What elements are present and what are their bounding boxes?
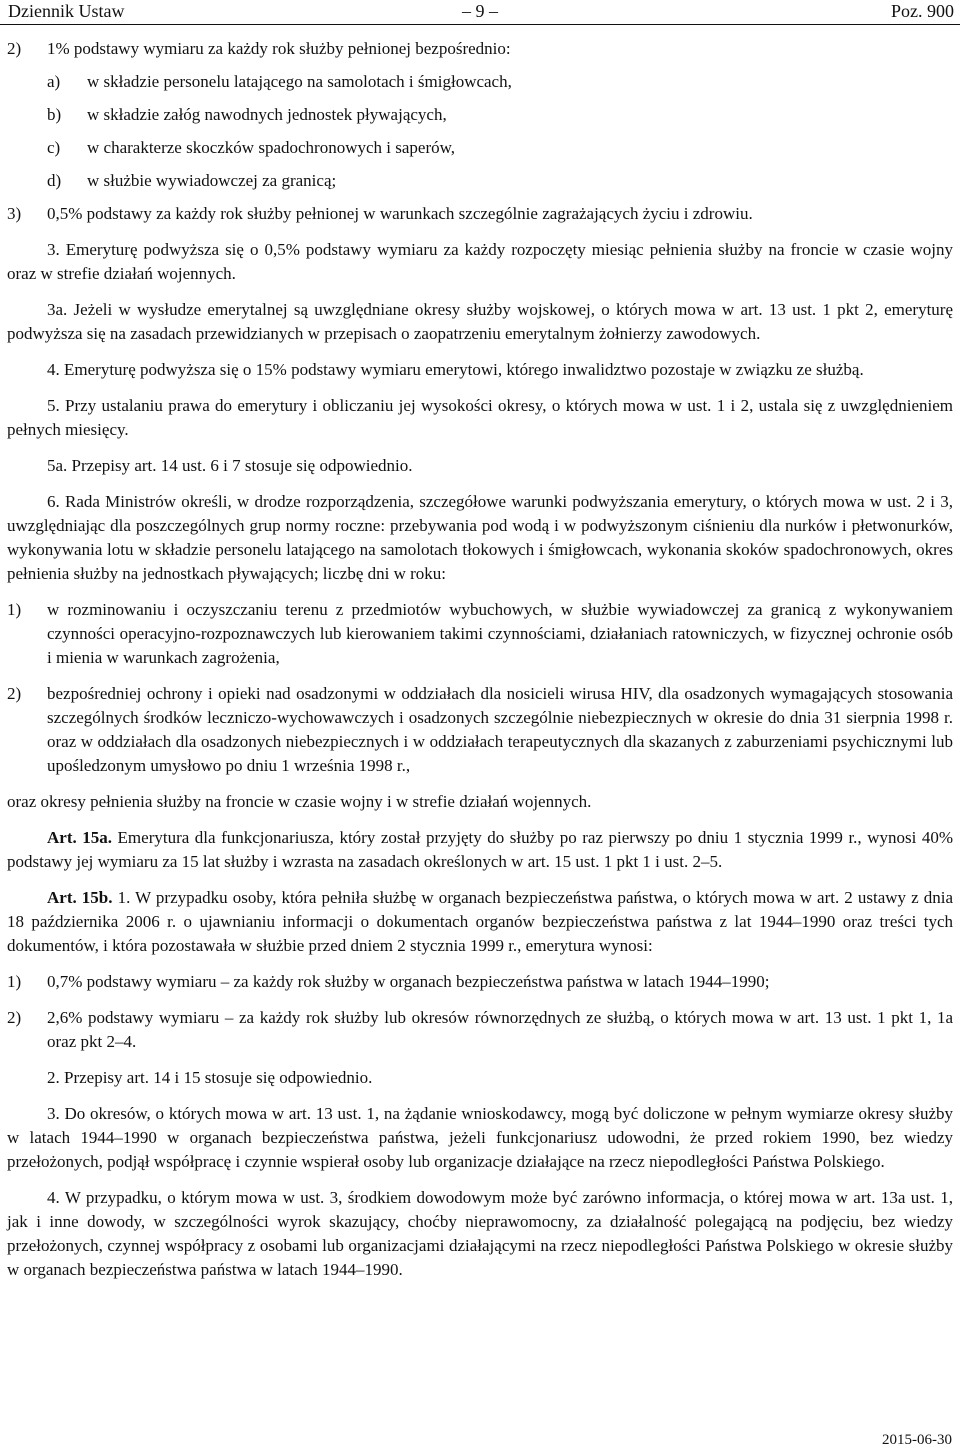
sub-item-text: w służbie wywiadowczej za granicą; — [87, 171, 337, 190]
list-item-text: bezpośredniej ochrony i opieki nad osadzonymi w oddziałach dla nosicieli wirusa HIV, dla osadzonych wymagających stosowania szczególnych środków leczniczo-wychowawczych i osadzonych szczególnie niebezpiecznych w okresie do dnia 31 sierpnia 1998 r. oraz w oddziałach dla osadzonych niebezpiecznych i w oddziałach terapeutycznych dla skazanych z zaburzeniami psychicznymi lub upośledzonym umysłowo po dniu 1 września 1998 r., — [47, 684, 953, 775]
paragraph-6-tail: oraz okresy pełnienia służby na froncie w czasie wojny i w strefie działań wojennych. — [7, 792, 592, 811]
list-item-number: 1) — [7, 972, 22, 991]
list-item-number: 2) — [7, 39, 22, 58]
page-header — [0, 0, 960, 22]
list-item-number: 2) — [7, 1008, 22, 1027]
article-15b-paragraph-4: 4. W przypadku, o którym mowa w ust. 3, środkiem dowodowym może być zarówno informacja, o której mowa w art. 13a ust. 1, jak i inne dowody, w szczególności wyrok skazujący, choćby nieprawomocny, za działalność polegającą na podjęciu, bez wiedzy przełożonych, czynnej współpracy z osobami lub organizacjami działającymi na rzecz niepodległości Państwa Polskiego w okresie służby w organach bezpieczeństwa państwa w latach 1944–1990. — [7, 1188, 953, 1279]
sub-item-text: w składzie załóg nawodnych jednostek pływających, — [87, 105, 447, 124]
list-item-text: 0,5% podstawy za każdy rok służby pełnionej w warunkach szczególnie zagrażających życiu i zdrowiu. — [47, 204, 753, 223]
article-15b-paragraph-2: 2. Przepisy art. 14 i 15 stosuje się odpowiednio. — [47, 1068, 373, 1087]
list-item-text: 0,7% podstawy wymiaru – za każdy rok służby w organach bezpieczeństwa państwa w latach 1944–1990; — [47, 972, 770, 991]
article-15b-paragraph-3: 3. Do okresów, o których mowa w art. 13 ust. 1, na żądanie wnioskodawcy, mogą być doliczone w pełnym wymiarze okresy służby w latach 1944–1990 w organach bezpieczeństwa państwa, jeżeli funkcjonariusz udowodni, że przed rokiem 1990, bez wiedzy przełożonych, podjął współpracę i czynnie wspierał osoby lub organizacje działające na rzecz niepodległości Państwa Polskiego. — [7, 1104, 953, 1171]
paragraph-5a: 5a. Przepisy art. 14 ust. 6 i 7 stosuje się odpowiednio. — [47, 456, 413, 475]
article-label: Art. 15b. — [47, 888, 113, 907]
list-item-number: 3) — [7, 204, 22, 223]
sub-list-item — [47, 136, 953, 160]
paragraph-3: 3. Emeryturę podwyższa się o 0,5% podstawy wymiaru za każdy rozpoczęty miesiąc pełnienia służby na froncie w czasie wojny oraz w strefie działań wojennych. — [7, 240, 953, 283]
article-15a — [7, 826, 953, 874]
paragraph-3a: 3a. Jeżeli w wysłudze emerytalnej są uwzględniane okresy służby wojskowej, o których mowa w art. 13 ust. 1 pkt 2, emeryturę podwyższa się na zasadach przewidzianych w przepisach o zaopatrzeniu emerytalnym żołnierzy zawodowych. — [7, 300, 953, 343]
list-item-text: 2,6% podstawy wymiaru – za każdy rok służby lub okresów równorzędnych ze służbą, o których mowa w art. 13 ust. 1 pkt 1, 1a oraz pkt 2–4. — [47, 1008, 953, 1051]
sub-list-item — [47, 169, 953, 193]
position-number: Poz. 900 — [891, 1, 954, 21]
article-label: Art. 15a. — [47, 828, 113, 847]
article-text: Emerytura dla funkcjonariusza, który został przyjęty do służby po raz pierwszy po dniu 1 stycznia 1999 r., wynosi 40% podstawy jej wymiaru za 15 lat służby i wzrasta na zasadach określonych w art. 15 ust. 1 pkt 1 i ust. 2–5. — [7, 828, 953, 871]
header-divider — [0, 24, 960, 25]
sub-item-letter: a) — [47, 72, 61, 91]
sub-item-letter: c) — [47, 138, 61, 157]
article-text: 1. W przypadku osoby, która pełniła służbę w organach bezpieczeństwa państwa, o których mowa w art. 2 ustawy z dnia 18 października 2006 r. o ujawnianiu informacji o dokumentach organów bezpieczeństwa państwa z lat 1944–1990 oraz treści tych dokumentów, i która pozostawała w służbie przed dniem 2 stycznia 1999 r., emerytura wynosi: — [7, 888, 953, 955]
sub-item-letter: b) — [47, 105, 62, 124]
sub-item-letter: d) — [47, 171, 62, 190]
journal-title: Dziennik Ustaw — [8, 1, 125, 21]
paragraph-5: 5. Przy ustalaniu prawa do emerytury i obliczaniu jej wysokości okresy, o których mowa w ust. 1 i 2, ustala się z uwzględnieniem pełnych miesięcy. — [7, 396, 953, 439]
paragraph-6: 6. Rada Ministrów określi, w drodze rozporządzenia, szczegółowe warunki podwyższania emerytury, o których mowa w ust. 2 i 3, uwzględniając dla poszczególnych grup normy roczne: przebywania pod wodą i w podwyższonym ciśnieniu dla nurków i płetwonurków, wykonywania lotu w składzie personelu latającego na samolotach tłokowych i śmigłowcach, wykonania skoków spadochronowych, okres pełnienia służby na jednostkach pływających; liczbę dni w roku: — [7, 492, 953, 583]
sub-item-text: w składzie personelu latającego na samolotach i śmigłowcach, — [87, 72, 512, 91]
list-item — [7, 37, 953, 61]
paragraph-4: 4. Emeryturę podwyższa się o 15% podstawy wymiaru emerytowi, którego inwalidztwo pozostaje w związku ze służbą. — [47, 360, 864, 379]
page-number: – 9 – — [462, 1, 498, 21]
list-item-text: w rozminowaniu i oczyszczaniu terenu z przedmiotów wybuchowych, w służbie wywiadowczej za granicą z wykonywaniem czynności operacyjno-rozpoznawczych lub kierowaniem takimi czynnościami, działaniach ratowniczych, w fizycznej ochronie osób i mienia w warunkach zagrożenia, — [47, 600, 953, 667]
list-item-text: 1% podstawy wymiaru za każdy rok służby pełnionej bezpośrednio: — [47, 39, 511, 58]
list-item — [7, 598, 953, 670]
list-item — [7, 970, 953, 994]
article-15b — [7, 886, 953, 958]
list-item — [7, 1006, 953, 1054]
sub-list — [47, 70, 953, 193]
list-item — [7, 202, 953, 226]
sub-item-text: w charakterze skoczków spadochronowych i saperów, — [87, 138, 456, 157]
sub-list-item — [47, 103, 953, 127]
footer-date: 2015-06-30 — [882, 1432, 952, 1448]
list-item — [7, 682, 953, 778]
list-item-number: 2) — [7, 684, 22, 703]
document-body — [7, 37, 953, 1282]
sub-list-item — [47, 70, 953, 94]
list-item-number: 1) — [7, 600, 22, 619]
